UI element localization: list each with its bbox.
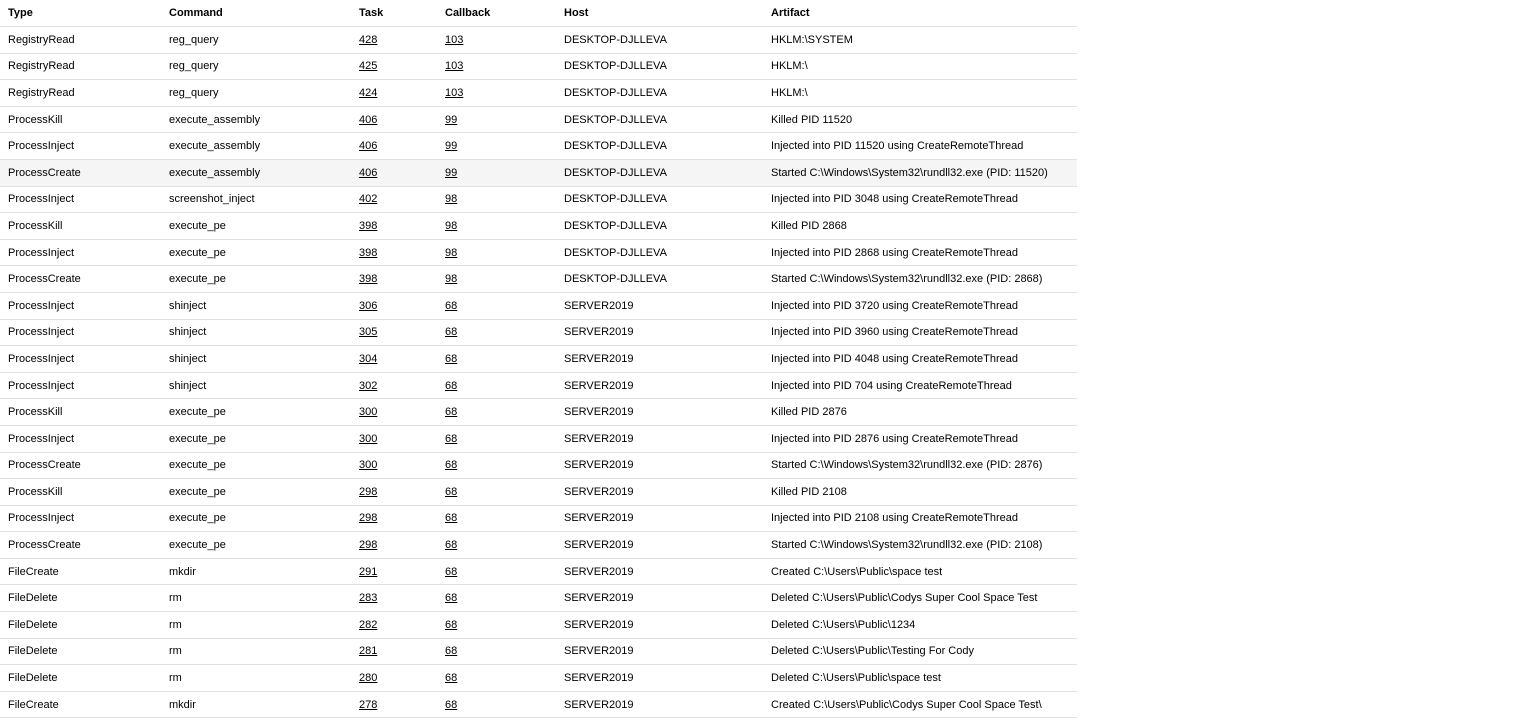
cell-type: FileDelete (0, 638, 161, 665)
cell-task-link[interactable]: 281 (359, 645, 378, 658)
cell-callback-link[interactable]: 68 (445, 512, 458, 525)
cell-type: ProcessInject (0, 372, 161, 399)
cell-callback-link[interactable]: 103 (445, 86, 464, 99)
cell-type: FileDelete (0, 612, 161, 639)
header-task[interactable]: Task (351, 0, 437, 27)
cell-callback-cell (437, 452, 556, 479)
cell-command: execute_pe (161, 399, 351, 426)
table-row[interactable] (0, 133, 1077, 160)
cell-task-link[interactable]: 398 (359, 219, 378, 232)
cell-type: FileCreate (0, 691, 161, 718)
cell-callback-link[interactable]: 68 (445, 352, 458, 365)
cell-callback-cell (437, 479, 556, 506)
table-body (0, 27, 1077, 718)
cell-task-cell (351, 452, 437, 479)
cell-callback-cell (437, 106, 556, 133)
cell-artifact: Killed PID 2108 (763, 479, 1077, 506)
cell-callback-cell (437, 638, 556, 665)
cell-callback-cell (437, 319, 556, 346)
cell-artifact: Injected into PID 2868 using CreateRemoteThread (763, 239, 1077, 266)
cell-type: ProcessInject (0, 239, 161, 266)
cell-callback-cell (437, 53, 556, 80)
cell-command: execute_pe (161, 479, 351, 506)
cell-task-link[interactable]: 300 (359, 432, 378, 445)
cell-artifact: Deleted C:\Users\Public\Testing For Cody (763, 638, 1077, 665)
cell-command: rm (161, 665, 351, 692)
cell-type: ProcessInject (0, 292, 161, 319)
cell-task-link[interactable]: 298 (359, 539, 378, 552)
cell-host: DESKTOP-DJLLEVA (556, 133, 763, 160)
cell-callback-cell (437, 186, 556, 213)
cell-command: execute_pe (161, 532, 351, 559)
cell-callback-cell (437, 532, 556, 559)
cell-task-cell (351, 691, 437, 718)
cell-type: RegistryRead (0, 80, 161, 107)
cell-command: execute_assembly (161, 133, 351, 160)
cell-command: reg_query (161, 80, 351, 107)
cell-task-link[interactable]: 428 (359, 33, 378, 46)
cell-host: SERVER2019 (556, 505, 763, 532)
cell-command: execute_assembly (161, 159, 351, 186)
cell-type: ProcessInject (0, 186, 161, 213)
cell-task-link[interactable]: 305 (359, 326, 378, 339)
cell-task-link[interactable]: 425 (359, 60, 378, 73)
cell-artifact: Deleted C:\Users\Public\Codys Super Cool Space Test (763, 585, 1077, 612)
cell-command: execute_pe (161, 266, 351, 293)
table-row[interactable] (0, 425, 1077, 452)
cell-command: screenshot_inject (161, 186, 351, 213)
cell-artifact: Injected into PID 3960 using CreateRemoteThread (763, 319, 1077, 346)
cell-task-cell (351, 665, 437, 692)
cell-host: SERVER2019 (556, 425, 763, 452)
cell-host: DESKTOP-DJLLEVA (556, 27, 763, 54)
cell-host: SERVER2019 (556, 691, 763, 718)
cell-task-cell (351, 612, 437, 639)
table-row[interactable] (0, 479, 1077, 506)
cell-task-cell (351, 80, 437, 107)
cell-callback-link[interactable]: 68 (445, 485, 458, 498)
cell-host: SERVER2019 (556, 372, 763, 399)
cell-task-cell (351, 532, 437, 559)
table-row[interactable] (0, 266, 1077, 293)
cell-command: reg_query (161, 53, 351, 80)
cell-type: ProcessCreate (0, 452, 161, 479)
cell-callback-cell (437, 399, 556, 426)
cell-command: mkdir (161, 691, 351, 718)
cell-artifact: Injected into PID 11520 using CreateRemoteThread (763, 133, 1077, 160)
table-row[interactable] (0, 319, 1077, 346)
cell-artifact: Injected into PID 2876 using CreateRemoteThread (763, 425, 1077, 452)
cell-callback-link[interactable]: 68 (445, 645, 458, 658)
cell-callback-cell (437, 665, 556, 692)
cell-callback-link[interactable]: 99 (445, 140, 458, 153)
cell-task-cell (351, 213, 437, 240)
cell-type: ProcessInject (0, 133, 161, 160)
cell-callback-link[interactable]: 103 (445, 33, 464, 46)
cell-artifact: Deleted C:\Users\Public\1234 (763, 612, 1077, 639)
cell-task-cell (351, 638, 437, 665)
cell-task-link[interactable]: 300 (359, 406, 378, 419)
cell-callback-link[interactable]: 103 (445, 60, 464, 73)
cell-artifact: Injected into PID 4048 using CreateRemoteThread (763, 346, 1077, 373)
cell-task-cell (351, 53, 437, 80)
table-row[interactable] (0, 186, 1077, 213)
cell-callback-cell (437, 372, 556, 399)
cell-task-link[interactable]: 278 (359, 698, 378, 711)
table-row[interactable] (0, 452, 1077, 479)
cell-artifact: Injected into PID 3720 using CreateRemoteThread (763, 292, 1077, 319)
cell-artifact: Started C:\Windows\System32\rundll32.exe (PID: 11520) (763, 159, 1077, 186)
cell-task-link[interactable]: 306 (359, 299, 378, 312)
cell-host: DESKTOP-DJLLEVA (556, 80, 763, 107)
cell-artifact: Killed PID 11520 (763, 106, 1077, 133)
table-row[interactable] (0, 27, 1077, 54)
cell-task-cell (351, 479, 437, 506)
cell-command: shinject (161, 372, 351, 399)
cell-callback-link[interactable]: 68 (445, 592, 458, 605)
cell-command: rm (161, 612, 351, 639)
cell-command: execute_pe (161, 239, 351, 266)
cell-task-link[interactable]: 283 (359, 592, 378, 605)
cell-host: SERVER2019 (556, 612, 763, 639)
table-row[interactable] (0, 213, 1077, 240)
cell-artifact: Started C:\Windows\System32\rundll32.exe (PID: 2108) (763, 532, 1077, 559)
cell-task-cell (351, 186, 437, 213)
cell-callback-cell (437, 558, 556, 585)
cell-host: DESKTOP-DJLLEVA (556, 53, 763, 80)
cell-type: FileCreate (0, 558, 161, 585)
cell-type: RegistryRead (0, 27, 161, 54)
cell-host: SERVER2019 (556, 346, 763, 373)
cell-command: reg_query (161, 27, 351, 54)
cell-type: ProcessInject (0, 425, 161, 452)
cell-callback-cell (437, 691, 556, 718)
header-artifact[interactable]: Artifact (763, 0, 1077, 27)
cell-task-cell (351, 106, 437, 133)
cell-host: SERVER2019 (556, 585, 763, 612)
cell-artifact: Deleted C:\Users\Public\space test (763, 665, 1077, 692)
cell-artifact: Injected into PID 2108 using CreateRemoteThread (763, 505, 1077, 532)
table-row[interactable] (0, 532, 1077, 559)
cell-command: shinject (161, 346, 351, 373)
cell-callback-link[interactable]: 98 (445, 219, 458, 232)
cell-callback-cell (437, 505, 556, 532)
cell-host: SERVER2019 (556, 665, 763, 692)
table-row[interactable] (0, 346, 1077, 373)
cell-task-link[interactable]: 291 (359, 565, 378, 578)
cell-host: DESKTOP-DJLLEVA (556, 239, 763, 266)
cell-callback-link[interactable]: 68 (445, 299, 458, 312)
cell-artifact: Killed PID 2868 (763, 213, 1077, 240)
cell-command: rm (161, 585, 351, 612)
cell-host: SERVER2019 (556, 479, 763, 506)
table-row[interactable] (0, 159, 1077, 186)
cell-callback-cell (437, 585, 556, 612)
cell-task-link[interactable]: 298 (359, 512, 378, 525)
cell-command: shinject (161, 319, 351, 346)
cell-task-link[interactable]: 402 (359, 193, 378, 206)
table-row[interactable] (0, 80, 1077, 107)
cell-callback-cell (437, 425, 556, 452)
cell-callback-link[interactable]: 99 (445, 166, 458, 179)
table-row[interactable] (0, 106, 1077, 133)
cell-callback-link[interactable]: 68 (445, 406, 458, 419)
cell-host: DESKTOP-DJLLEVA (556, 266, 763, 293)
cell-callback-cell (437, 133, 556, 160)
table-header (0, 0, 1077, 27)
cell-task-cell (351, 266, 437, 293)
cell-task-cell (351, 319, 437, 346)
table-row[interactable] (0, 665, 1077, 692)
cell-callback-cell (437, 346, 556, 373)
cell-command: execute_pe (161, 425, 351, 452)
cell-task-link[interactable]: 302 (359, 379, 378, 392)
cell-task-cell (351, 159, 437, 186)
header-host[interactable]: Host (556, 0, 763, 27)
cell-host: SERVER2019 (556, 319, 763, 346)
cell-task-link[interactable]: 300 (359, 459, 378, 472)
table-row[interactable] (0, 53, 1077, 80)
cell-task-cell (351, 558, 437, 585)
cell-type: ProcessKill (0, 479, 161, 506)
table-row[interactable] (0, 585, 1077, 612)
cell-type: FileDelete (0, 665, 161, 692)
table-row[interactable] (0, 691, 1077, 718)
cell-type: ProcessInject (0, 505, 161, 532)
cell-task-cell (351, 133, 437, 160)
cell-type: ProcessCreate (0, 532, 161, 559)
cell-callback-cell (437, 80, 556, 107)
cell-command: rm (161, 638, 351, 665)
cell-task-link[interactable]: 298 (359, 485, 378, 498)
cell-callback-cell (437, 292, 556, 319)
cell-callback-link[interactable]: 68 (445, 698, 458, 711)
cell-callback-link[interactable]: 68 (445, 326, 458, 339)
cell-host: DESKTOP-DJLLEVA (556, 106, 763, 133)
table-row[interactable] (0, 239, 1077, 266)
cell-task-link[interactable]: 280 (359, 672, 378, 685)
cell-callback-cell (437, 612, 556, 639)
cell-callback-cell (437, 239, 556, 266)
cell-type: ProcessInject (0, 319, 161, 346)
cell-host: SERVER2019 (556, 532, 763, 559)
cell-artifact: HKLM:\ (763, 80, 1077, 107)
header-type[interactable]: Type (0, 0, 161, 27)
cell-task-link[interactable]: 424 (359, 86, 378, 99)
table-row[interactable] (0, 612, 1077, 639)
table-row[interactable] (0, 372, 1077, 399)
cell-artifact: Created C:\Users\Public\space test (763, 558, 1077, 585)
cell-task-cell (351, 292, 437, 319)
cell-task-link[interactable]: 398 (359, 246, 378, 259)
cell-task-cell (351, 505, 437, 532)
cell-artifact: HKLM:\ (763, 53, 1077, 80)
cell-task-link[interactable]: 406 (359, 113, 378, 126)
cell-command: shinject (161, 292, 351, 319)
cell-type: ProcessCreate (0, 159, 161, 186)
header-command[interactable]: Command (161, 0, 351, 27)
cell-artifact: Started C:\Windows\System32\rundll32.exe (PID: 2868) (763, 266, 1077, 293)
cell-callback-cell (437, 27, 556, 54)
cell-host: SERVER2019 (556, 452, 763, 479)
cell-task-cell (351, 27, 437, 54)
cell-command: execute_pe (161, 505, 351, 532)
cell-artifact: Injected into PID 3048 using CreateRemoteThread (763, 186, 1077, 213)
cell-host: SERVER2019 (556, 292, 763, 319)
cell-callback-cell (437, 159, 556, 186)
table-row[interactable] (0, 558, 1077, 585)
cell-task-cell (351, 399, 437, 426)
cell-host: SERVER2019 (556, 638, 763, 665)
cell-host: SERVER2019 (556, 558, 763, 585)
cell-callback-link[interactable]: 68 (445, 432, 458, 445)
cell-type: ProcessInject (0, 346, 161, 373)
cell-task-link[interactable]: 406 (359, 166, 378, 179)
cell-artifact: Started C:\Windows\System32\rundll32.exe (PID: 2876) (763, 452, 1077, 479)
cell-type: ProcessKill (0, 213, 161, 240)
cell-callback-link[interactable]: 68 (445, 379, 458, 392)
cell-callback-link[interactable]: 98 (445, 193, 458, 206)
cell-task-cell (351, 346, 437, 373)
cell-callback-cell (437, 213, 556, 240)
cell-host: SERVER2019 (556, 399, 763, 426)
cell-host: DESKTOP-DJLLEVA (556, 213, 763, 240)
cell-callback-link[interactable]: 68 (445, 459, 458, 472)
cell-task-cell (351, 239, 437, 266)
cell-callback-link[interactable]: 98 (445, 246, 458, 259)
cell-callback-link[interactable]: 68 (445, 539, 458, 552)
cell-command: mkdir (161, 558, 351, 585)
cell-artifact: Killed PID 2876 (763, 399, 1077, 426)
cell-host: DESKTOP-DJLLEVA (556, 186, 763, 213)
header-callback[interactable]: Callback (437, 0, 556, 27)
cell-command: execute_assembly (161, 106, 351, 133)
cell-type: ProcessKill (0, 399, 161, 426)
cell-host: DESKTOP-DJLLEVA (556, 159, 763, 186)
cell-task-cell (351, 585, 437, 612)
cell-type: ProcessCreate (0, 266, 161, 293)
cell-task-link[interactable]: 282 (359, 618, 378, 631)
cell-command: execute_pe (161, 213, 351, 240)
cell-task-link[interactable]: 398 (359, 273, 378, 286)
cell-type: ProcessKill (0, 106, 161, 133)
cell-task-link[interactable]: 304 (359, 352, 378, 365)
cell-callback-cell (437, 266, 556, 293)
cell-artifact: HKLM:\SYSTEM (763, 27, 1077, 54)
cell-artifact: Created C:\Users\Public\Codys Super Cool Space Test\ (763, 691, 1077, 718)
cell-type: FileDelete (0, 585, 161, 612)
cell-callback-link[interactable]: 68 (445, 565, 458, 578)
cell-callback-link[interactable]: 68 (445, 672, 458, 685)
cell-task-link[interactable]: 406 (359, 140, 378, 153)
cell-callback-link[interactable]: 98 (445, 273, 458, 286)
cell-callback-link[interactable]: 68 (445, 618, 458, 631)
header-row (0, 0, 1077, 27)
cell-task-cell (351, 372, 437, 399)
cell-artifact: Injected into PID 704 using CreateRemoteThread (763, 372, 1077, 399)
table-row[interactable] (0, 505, 1077, 532)
table-row[interactable] (0, 638, 1077, 665)
cell-type: RegistryRead (0, 53, 161, 80)
cell-command: execute_pe (161, 452, 351, 479)
table-row[interactable] (0, 399, 1077, 426)
cell-callback-link[interactable]: 99 (445, 113, 458, 126)
table-row[interactable] (0, 292, 1077, 319)
cell-task-cell (351, 425, 437, 452)
